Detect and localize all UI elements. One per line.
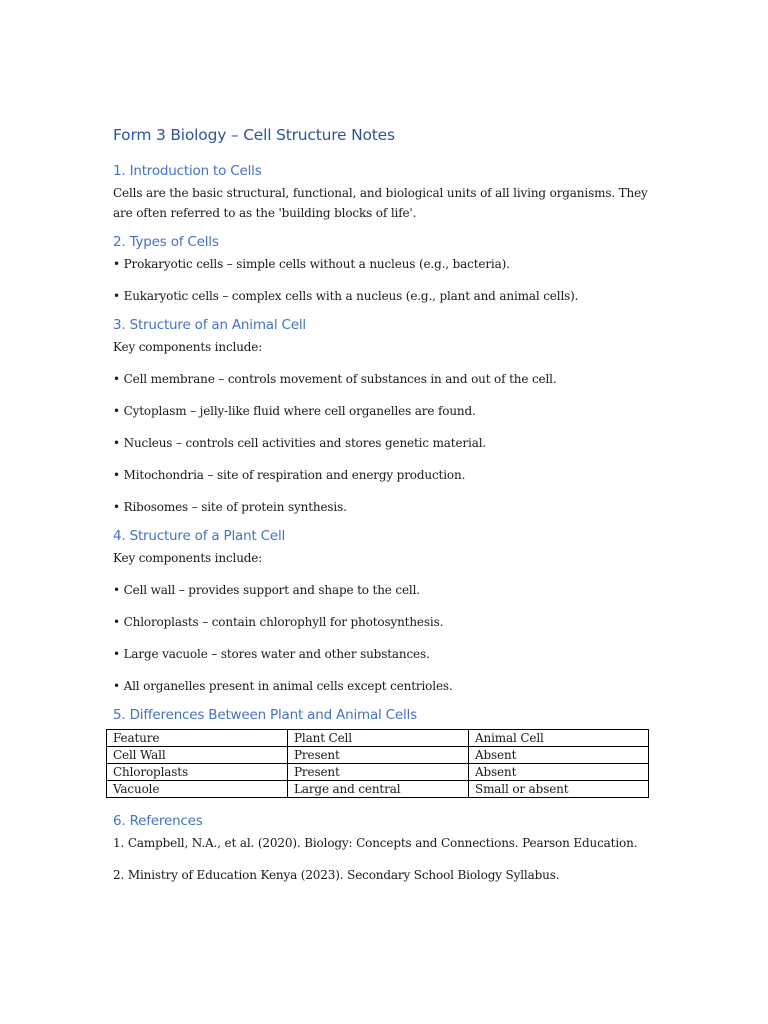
section-heading-plant-cell: 4. Structure of a Plant Cell [113, 528, 286, 544]
section-heading-differences: 5. Differences Between Plant and Animal Cells [113, 707, 417, 723]
table-row [107, 747, 649, 764]
section-introduction [113, 161, 653, 223]
list-item: • Cytoplasm – jelly-like fluid where cell organelles are found. [113, 404, 476, 418]
table-cell: Small or absent [469, 781, 649, 798]
document-title: Form 3 Biology – Cell Structure Notes [113, 126, 395, 144]
list-item: • Cell membrane – controls movement of substances in and out of the cell. [113, 372, 557, 386]
section-references [113, 811, 653, 885]
table-cell: Large and central [288, 781, 469, 798]
list-item: • Chloroplasts – contain chlorophyll for photosynthesis. [113, 615, 444, 629]
table-row [107, 781, 649, 798]
section-types [113, 232, 653, 306]
table-header-cell: Feature [107, 730, 288, 747]
table-header-cell: Plant Cell [288, 730, 469, 747]
list-item: • Eukaryotic cells – complex cells with a nucleus (e.g., plant and animal cells). [113, 289, 579, 303]
section-heading-animal-cell: 3. Structure of an Animal Cell [113, 317, 306, 333]
list-item: • All organelles present in animal cells except centrioles. [113, 679, 453, 693]
table-cell: Absent [469, 747, 649, 764]
list-item: • Mitochondria – site of respiration and energy production. [113, 468, 466, 482]
intro-paragraph: Cells are the basic structural, functional, and biological units of all living organisms. They are often referred to as the 'building blocks of life'. [113, 186, 648, 220]
document-page [113, 124, 653, 885]
section-heading-references: 6. References [113, 813, 203, 829]
differences-table [106, 729, 649, 798]
table-cell: Present [288, 747, 469, 764]
section-differences [113, 705, 653, 798]
list-item: • Ribosomes – site of protein synthesis. [113, 500, 347, 514]
table-cell: Cell Wall [107, 747, 288, 764]
table-cell: Chloroplasts [107, 764, 288, 781]
section-animal-cell [113, 315, 653, 517]
section-heading-types: 2. Types of Cells [113, 234, 219, 250]
section-plant-cell [113, 526, 653, 696]
table-cell: Vacuole [107, 781, 288, 798]
plant-lead-text: Key components include: [113, 551, 263, 565]
list-item: • Cell wall – provides support and shape to the cell. [113, 583, 420, 597]
table-header-row [107, 730, 649, 747]
list-item: • Large vacuole – stores water and other substances. [113, 647, 430, 661]
table-cell: Absent [469, 764, 649, 781]
reference-item: 2. Ministry of Education Kenya (2023). Secondary School Biology Syllabus. [113, 868, 560, 882]
list-item: • Prokaryotic cells – simple cells without a nucleus (e.g., bacteria). [113, 257, 510, 271]
reference-item: 1. Campbell, N.A., et al. (2020). Biology: Concepts and Connections. Pearson Education. [113, 836, 638, 850]
section-heading-introduction: 1. Introduction to Cells [113, 163, 262, 179]
list-item: • Nucleus – controls cell activities and stores genetic material. [113, 436, 487, 450]
table-cell: Present [288, 764, 469, 781]
table-header-cell: Animal Cell [469, 730, 649, 747]
animal-lead-text: Key components include: [113, 340, 263, 354]
table-row [107, 764, 649, 781]
